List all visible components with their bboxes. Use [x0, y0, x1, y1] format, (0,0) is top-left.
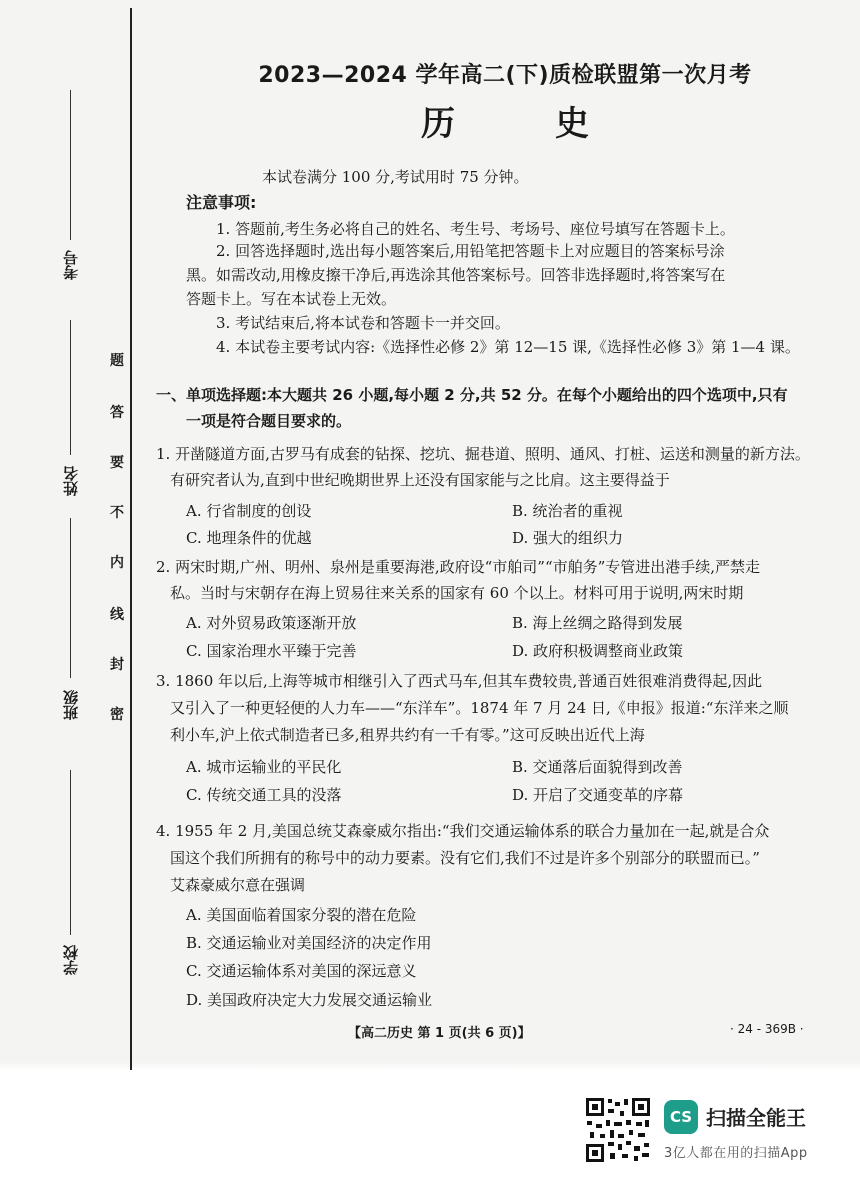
option-d: D. 美国政府决定大力发展交通运输业 [186, 991, 433, 1009]
question-stem: 2. 两宋时期,广州、明州、泉州是重要海港,政府设“市舶司”“市舶务”专管进出港手续,严禁走 [156, 558, 761, 576]
label-xuexiao: 学校 [62, 945, 80, 975]
seal-char: 内 [110, 555, 124, 571]
seal-char: 答 [110, 405, 124, 421]
seal-char: 不 [110, 505, 124, 521]
option-b: B. 统治者的重视 [512, 502, 623, 520]
notice-line: 1. 答题前,考生务必将自己的姓名、考生号、考场号、座位号填写在答题卡上。 [216, 220, 735, 238]
question-stem: 利小车,沪上依式制造者已多,租界共约有一千有零。”这可反映出近代上海 [170, 726, 645, 744]
option-c: C. 国家治理水平臻于完善 [186, 642, 357, 660]
underline-kaohao [70, 90, 71, 240]
option-c: C. 交通运输体系对美国的深远意义 [186, 962, 417, 980]
option-a: A. 美国面临着国家分裂的潜在危险 [186, 906, 417, 924]
underline-xuexiao [70, 770, 71, 935]
camscanner-tagline: 3亿人都在用的扫描App [664, 1146, 808, 1161]
section-heading-cont: 一项是符合题目要求的。 [186, 412, 352, 430]
question-stem: 1. 开凿隧道方面,古罗马有成套的钻探、挖坑、掘巷道、照明、通风、打桩、运送和测量的新方法。 [156, 445, 810, 463]
option-c: C. 传统交通工具的没落 [186, 786, 342, 804]
paper-code: · 24 - 369B · [730, 1022, 804, 1036]
notice-line: 答题卡上。写在本试卷上无效。 [186, 290, 397, 308]
seal-char: 题 [110, 353, 124, 369]
score-line: 本试卷满分 100 分,考试用时 75 分钟。 [262, 168, 529, 186]
page-footer: 【高二历史 第 1 页(共 6 页)】 [348, 1026, 531, 1041]
question-stem: 私。当时与宋朝存在海上贸易往来关系的国家有 60 个以上。材料可用于说明,两宋时期 [170, 584, 744, 602]
question-stem: 又引入了一种更轻便的人力车——“东洋车”。1874 年 7 月 24 日,《申报》报道:“东洋来之顺 [170, 699, 789, 717]
option-a: A. 对外贸易政策逐渐开放 [186, 614, 357, 632]
seal-char: 要 [110, 455, 124, 471]
notice-line: 4. 本试卷主要考试内容:《选择性必修 2》第 12—15 课,《选择性必修 3》第 1—4 课。 [216, 338, 800, 356]
option-b: B. 交通运输业对美国经济的决定作用 [186, 934, 432, 952]
seal-char: 密 [110, 707, 124, 723]
underline-xingming [70, 320, 71, 455]
option-d: D. 政府积极调整商业政策 [512, 642, 684, 660]
label-xingming: 姓名 [62, 466, 80, 496]
notice-line: 3. 考试结束后,将本试卷和答题卡一并交回。 [216, 314, 510, 332]
notice-line: 2. 回答选择题时,选出每小题答案后,用铅笔把答题卡上对应题目的答案标号涂 [216, 242, 725, 260]
question-stem: 国这个我们所拥有的称号中的动力要素。没有它们,我们不过是许多个别部分的联盟而已。” [170, 849, 760, 867]
exam-title: 2023—2024 学年高二(下)质检联盟第一次月考 [258, 63, 752, 88]
question-stem: 艾森豪威尔意在强调 [170, 876, 306, 894]
question-stem: 有研究者认为,直到中世纪晚期世界上还没有国家能与之比肩。这主要得益于 [170, 471, 670, 489]
seal-char: 封 [110, 657, 124, 673]
section-heading: 一、单项选择题:本大题共 26 小题,每小题 2 分,共 52 分。在每个小题给出的四个选项中,只有 [156, 386, 788, 404]
camscanner-logo-icon: CS [664, 1100, 698, 1134]
option-a: A. 行省制度的创设 [186, 502, 312, 520]
option-b: B. 交通落后面貌得到改善 [512, 758, 683, 776]
subject-title: 历史 [421, 104, 689, 144]
seal-char: 线 [110, 607, 124, 623]
option-d: D. 强大的组织力 [512, 529, 624, 547]
question-stem: 4. 1955 年 2 月,美国总统艾森豪威尔指出:“我们交通运输体系的联合力量加在一起,就是合众 [156, 822, 770, 840]
underline-banji [70, 518, 71, 678]
option-a: A. 城市运输业的平民化 [186, 758, 342, 776]
label-banji: 班级 [62, 690, 80, 720]
question-stem: 3. 1860 年以后,上海等城市相继引入了西式马车,但其车费较贵,普通百姓很难消费得起,因此 [156, 672, 763, 690]
paper-edge [0, 1062, 860, 1070]
qr-code-icon [584, 1096, 652, 1164]
binding-line [130, 8, 132, 1070]
option-c: C. 地理条件的优越 [186, 529, 312, 547]
notice-heading: 注意事项: [186, 193, 257, 212]
camscanner-name: 扫描全能王 [706, 1106, 806, 1130]
option-b: B. 海上丝绸之路得到发展 [512, 614, 683, 632]
label-kaohao: 考号 [62, 250, 80, 280]
notice-line: 黑。如需改动,用橡皮擦干净后,再选涂其他答案标号。回答非选择题时,将答案写在 [186, 266, 726, 284]
option-d: D. 开启了交通变革的序幕 [512, 786, 684, 804]
